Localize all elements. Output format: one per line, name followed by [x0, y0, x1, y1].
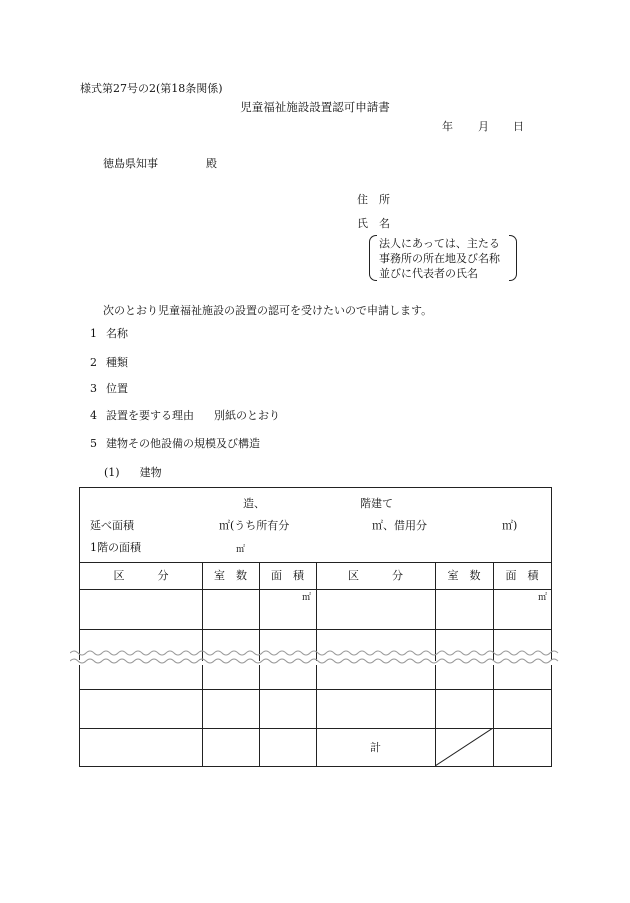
form-number: 様式第27号の2(第18条関係) — [80, 82, 223, 95]
item-label: 位置 — [106, 382, 128, 395]
floor-area-label: 延べ面積 — [90, 519, 134, 532]
left-bracket — [369, 235, 377, 281]
note-line: 法人にあっては、主たる — [379, 237, 500, 250]
total-label: 計 — [370, 741, 381, 754]
building-table-lower — [79, 665, 552, 767]
column-header: 室 数 — [447, 569, 481, 582]
area-unit: ㎡ — [538, 593, 548, 603]
addressee-honorific: 殿 — [206, 157, 217, 170]
item-number: 2 — [90, 356, 97, 369]
address-label: 住 所 — [357, 193, 390, 206]
column-header: 区 分 — [348, 569, 403, 582]
item-number: 4 — [90, 409, 97, 422]
intro-text: 次のとおり児童福祉施設の設置の認可を受けたいので申請します。 — [103, 304, 433, 317]
owned-area-text: ㎡(うち所有分 — [219, 519, 290, 532]
list-item — [90, 327, 128, 341]
area-close-text: ㎡) — [502, 519, 518, 532]
note-line: 並びに代表者の氏名 — [379, 267, 478, 280]
diagonal-slash — [435, 728, 493, 766]
building-table-upper — [79, 487, 552, 660]
divider — [493, 665, 494, 767]
sub-item — [104, 466, 162, 480]
applicant-note — [369, 235, 517, 281]
column-header: 面 積 — [505, 569, 539, 582]
item-number: 5 — [90, 437, 97, 450]
date-year: 年 — [442, 120, 453, 133]
item-extra: 別紙のとおり — [214, 409, 280, 422]
structure-text: 造、 — [243, 497, 265, 510]
column-header: 室 数 — [214, 569, 247, 582]
item-label: 名称 — [106, 327, 128, 340]
note-line: 事務所の所在地及び名称 — [379, 252, 500, 265]
list-item — [90, 437, 260, 451]
list-item — [90, 356, 128, 370]
list-item — [90, 382, 128, 396]
date-month: 月 — [478, 120, 489, 133]
document-title: 児童福祉施設設置認可申請書 — [240, 100, 390, 114]
area-unit: ㎡ — [302, 593, 312, 603]
item-number: 1 — [90, 327, 97, 340]
right-bracket — [509, 235, 517, 281]
item-label: 設置を要する理由 — [106, 409, 194, 422]
item-label: 種類 — [106, 356, 128, 369]
item-label: 建物その他設備の規模及び構造 — [106, 437, 260, 450]
column-header: 面 積 — [271, 569, 304, 582]
name-label: 氏 名 — [357, 217, 390, 230]
rented-area-text: ㎡、借用分 — [372, 519, 427, 532]
divider — [202, 665, 203, 767]
sub-item-number: (1) — [104, 466, 120, 479]
column-header: 区 分 — [113, 569, 169, 582]
item-number: 3 — [90, 382, 97, 395]
floors-text: 階建て — [360, 497, 393, 510]
list-item — [90, 409, 280, 423]
first-floor-label: 1階の面積 — [90, 541, 141, 554]
table-break-mark — [70, 647, 560, 667]
divider — [259, 665, 260, 767]
first-floor-unit: ㎡ — [236, 545, 246, 555]
sub-item-label: 建物 — [139, 466, 162, 479]
addressee: 徳島県知事 — [103, 157, 158, 170]
date-day: 日 — [513, 120, 524, 133]
